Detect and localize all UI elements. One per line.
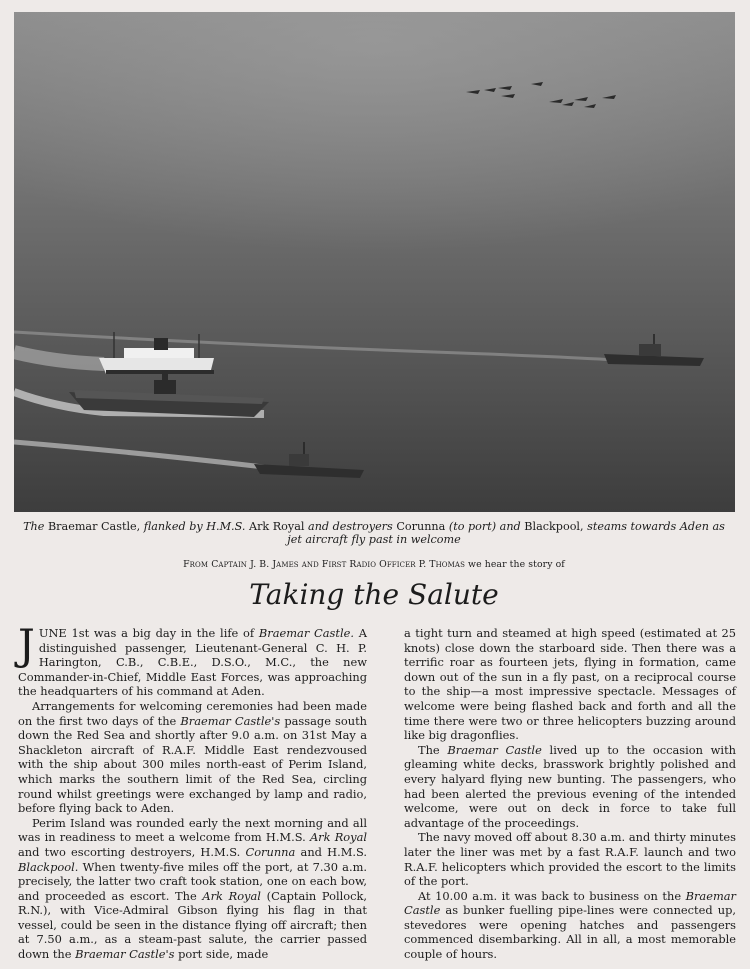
photo-caption (16, 520, 732, 546)
article-title: Taking the Salute (249, 578, 499, 611)
credit-prefix: From (183, 559, 209, 570)
caption-text: Corunna (396, 520, 446, 533)
caption-text: Ark Royal (248, 520, 305, 533)
paragraph: Perim Island was rounded early the next morning and all was in readiness to meet a welcome from H.M.S. Ark Royal and two escorting destroyers, H.M.S. Corunna and H.M.S. Blackpool. When twenty-five miles off the port, at 7.30 a.m. precisely, the latter two craft took station, one on each bow, and proceeded as escort. The Ark Royal (Captain Pollock, R.N.), with Vice-Admiral Gibson flying his flag in that vessel, could be seen in the distance flying off aircraft; then at 7.50 a.m., as a steam-past salute, the carrier passed down the Braemar Castle's port side, made (18, 815, 368, 962)
caption-text: flanked by H.M.S. (143, 520, 246, 533)
credit-suffix: we hear the story of (468, 559, 565, 570)
paragraph: Arrangements for welcoming ceremonies had been made on the first two days of the Braemar Castle's passage south down the Red Sea and shortly after 9.0 a.m. on 31st May a Shackleton aircraft of R.A.F. Middle East rendezvoused with the ship about 300 miles north-east of Perim Island, which marks the southern limit of the Red Sea, circling round whilst greetings were exchanged by lamp and radio, before flying back to Aden. (18, 698, 368, 816)
aerial-photo (14, 12, 735, 512)
caption-text: The (23, 520, 45, 533)
caption-text: (to port) (448, 520, 497, 533)
paragraph: The navy moved off about 8.30 a.m. and thirty minutes later the liner was met by a fast R.A.F. launch and two R.A.F. helicopters which provided the escort to the limits of the port. (404, 830, 736, 889)
caption-text: Braemar Castle, (47, 520, 141, 533)
caption-text: and (499, 520, 521, 533)
paragraph: a tight turn and steamed at high speed (estimated at 25 knots) close down the starboard side. Then there was a terrific roar as fourteen jets, flying in formation, came down out of the sun in a fly past, on a reciprocal course to the ship—a most impressive spectacle. Messages of welcome were being flashed back and forth and all the time there were two or three helicopters buzzing around like big dragonflies. (404, 626, 736, 743)
photo-illustration (14, 12, 735, 512)
drop-cap: J (18, 620, 35, 669)
caption-text: and destroyers (308, 520, 393, 533)
paragraph: The Braemar Castle lived up to the occasion with gleaming white decks, brasswork brightly polished and every halyard flying new bunting. The passengers, who had been alerted the previous evening of the intended welcome, were out on deck in force to take full advantage of the proceedings. (404, 742, 736, 830)
article-column-left (18, 620, 368, 962)
caption-text: steams towards Aden as jet aircraft fly past in welcome (287, 520, 725, 546)
paragraph: At 10.00 a.m. it was back to business on the Braemar Castle as bunker fuelling pipe-lines were connected up, stevedores were opening hatches and passengers commenced disembarking. All in all, a most memorable couple of hours. (404, 888, 736, 962)
paragraph: JUNE 1st was a big day in the life of Braemar Castle. A distinguished passenger, Lieutenant-General C. H. P. Harington, C.B., C.B.E., D.S.O., M.C., the new Commander-in-Chief, Middle East Forces, was approaching the headquarters of his command at Aden. (18, 620, 367, 699)
caption-text: Blackpool, (524, 520, 584, 533)
article-column-right (404, 626, 736, 962)
credit-names: Captain J. B. James and First Radio Officer P. Thomas (211, 559, 465, 570)
author-credit (16, 559, 732, 570)
